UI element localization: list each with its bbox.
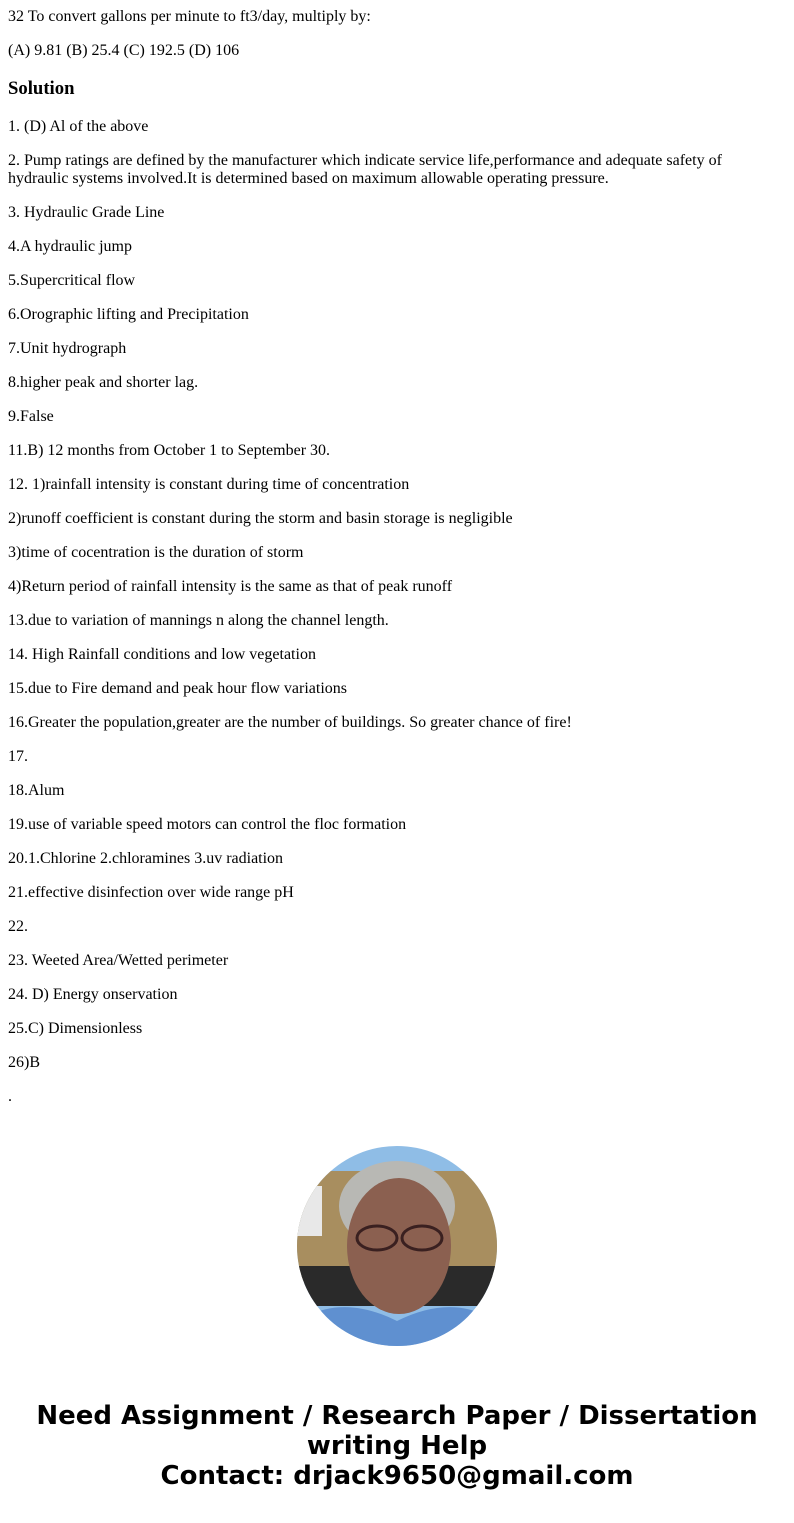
answer-item: 4)Return period of rainfall intensity is the same as that of peak runoff bbox=[8, 578, 453, 595]
question-text: 32 To convert gallons per minute to ft3/day, multiply by: bbox=[8, 8, 371, 25]
answer-item: 12. 1)rainfall intensity is constant during time of concentration bbox=[8, 476, 410, 493]
answer-item: 19.use of variable speed motors can control the floc formation bbox=[8, 816, 407, 833]
answer-item: 2)runoff coefficient is constant during the storm and basin storage is negligible bbox=[8, 510, 513, 527]
answer-item: . bbox=[8, 1088, 12, 1105]
footer-help-text: Need Assignment / Research Paper / Dissertation writing Help bbox=[36, 1401, 758, 1461]
answer-item: 9.False bbox=[8, 408, 54, 425]
answer-item: 17. bbox=[8, 748, 28, 765]
answer-item: 6.Orographic lifting and Precipitation bbox=[8, 306, 249, 323]
answer-list bbox=[8, 118, 786, 1106]
footer-contact-text: Contact: drjack9650@gmail.com bbox=[160, 1461, 634, 1491]
answer-item: 4.A hydraulic jump bbox=[8, 238, 132, 255]
question-options: (A) 9.81 (B) 25.4 (C) 192.5 (D) 106 bbox=[8, 42, 240, 59]
answer-item: 15.due to Fire demand and peak hour flow variations bbox=[8, 680, 348, 697]
avatar bbox=[297, 1146, 497, 1346]
answer-item: 2. Pump ratings are defined by the manufacturer which indicate service life,performance and adequate safety of hydraulic systems involved.It is determined based on maximum allowable operating pressure. bbox=[8, 152, 722, 187]
answer-item: 1. (D) Al of the above bbox=[8, 118, 149, 135]
answer-item: 18.Alum bbox=[8, 782, 65, 799]
answer-item: 21.effective disinfection over wide range pH bbox=[8, 884, 294, 901]
answer-item: 3. Hydraulic Grade Line bbox=[8, 204, 165, 221]
avatar-container bbox=[8, 1146, 786, 1351]
answer-item: 23. Weeted Area/Wetted perimeter bbox=[8, 952, 229, 969]
answer-item: 8.higher peak and shorter lag. bbox=[8, 374, 199, 391]
answer-item: 14. High Rainfall conditions and low vegetation bbox=[8, 646, 316, 663]
answer-item: 3)time of cocentration is the duration of storm bbox=[8, 544, 304, 561]
solution-heading: Solution bbox=[8, 78, 75, 99]
answer-item: 25.C) Dimensionless bbox=[8, 1020, 143, 1037]
answer-item: 7.Unit hydrograph bbox=[8, 340, 127, 357]
answer-item: 20.1.Chlorine 2.chloramines 3.uv radiation bbox=[8, 850, 284, 867]
answer-item: 24. D) Energy onservation bbox=[8, 986, 178, 1003]
contact-footer bbox=[8, 1401, 786, 1491]
answer-item: 13.due to variation of mannings n along the channel length. bbox=[8, 612, 389, 629]
answer-item: 26)B bbox=[8, 1054, 40, 1071]
answer-item: 22. bbox=[8, 918, 28, 935]
answer-item: 16.Greater the population,greater are the number of buildings. So greater chance of fire! bbox=[8, 714, 572, 731]
answer-item: 11.B) 12 months from October 1 to September 30. bbox=[8, 442, 331, 459]
answer-item: 5.Supercritical flow bbox=[8, 272, 136, 289]
